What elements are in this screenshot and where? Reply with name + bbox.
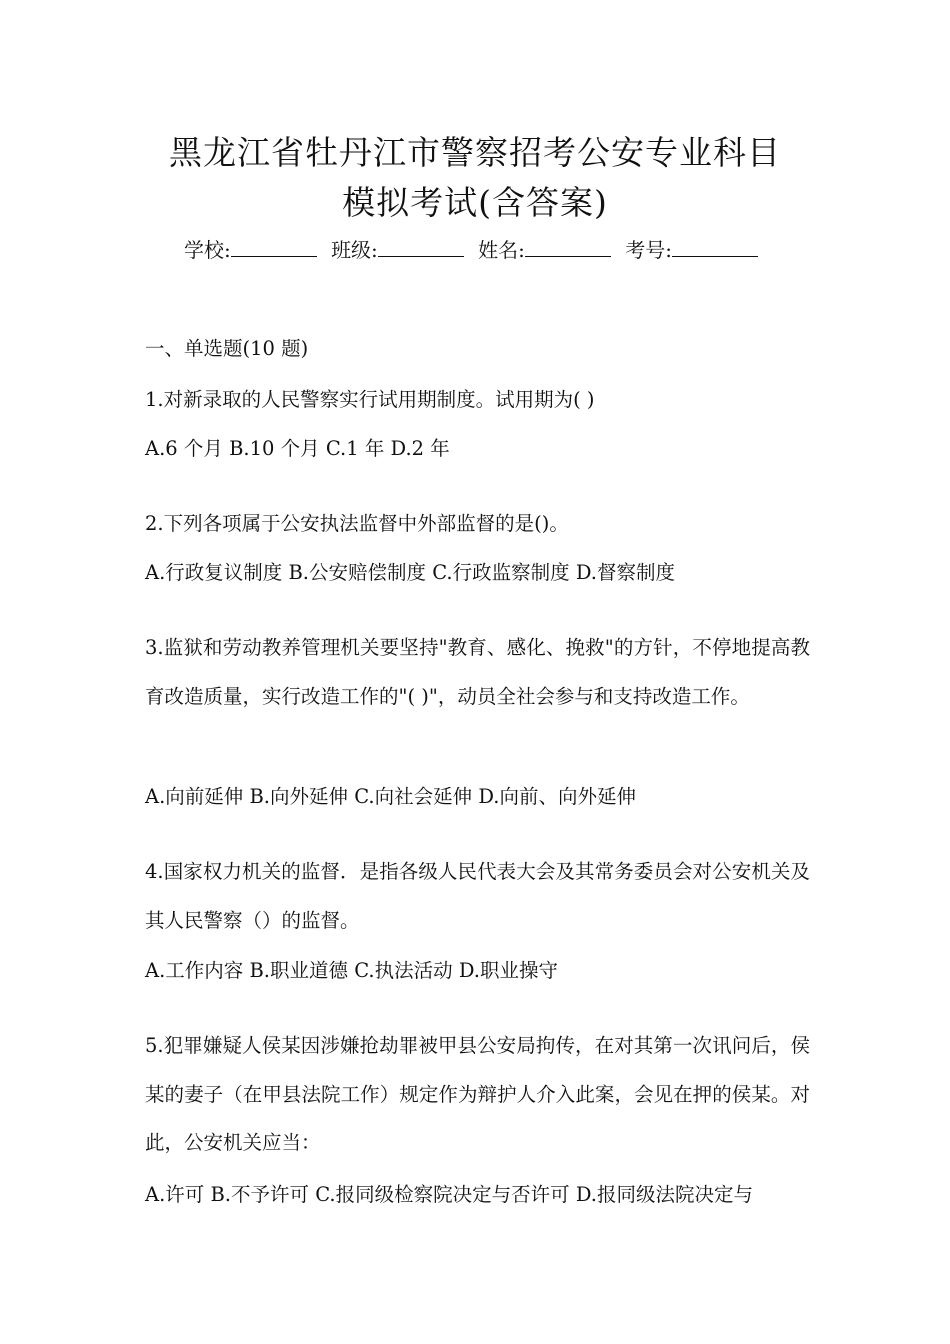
question-5-options: A.许可 B.不予许可 C.报同级检察院决定与否许可 D.报同级法院决定与 <box>145 1183 753 1206</box>
class-label: 班级: <box>331 238 378 262</box>
question-4-options: A.工作内容 B.职业道德 C.执法活动 D.职业操守 <box>145 959 558 982</box>
name-label: 姓名: <box>478 238 525 262</box>
section-heading: 一、单选题(10 题) <box>145 337 309 360</box>
question-4-stem: 4.国家权力机关的监督．是指各级人民代表大会及其常务委员会对公安机关及其人民警察（）的监督。 <box>145 860 810 932</box>
question-5-stem: 5.犯罪嫌疑人侯某因涉嫌抢劫罪被甲县公安局拘传，在对其第一次讯问后，侯某的妻子（在甲县法院工作）规定作为辩护人介入此案，会见在押的侯某。对此，公安机关应当： <box>145 1034 810 1155</box>
name-blank <box>525 236 611 257</box>
exam-number-blank <box>672 236 758 257</box>
question-1-stem: 1.对新录取的人民警察实行试用期制度。试用期为( ) <box>145 388 595 411</box>
class-blank <box>378 236 464 257</box>
doc-title-line1: 黑龙江省牡丹江市警察招考公安专业科目 <box>169 133 781 172</box>
exam-number-label: 考号: <box>625 238 673 262</box>
school-blank <box>231 236 317 257</box>
question-2-stem: 2.下列各项属于公安执法监督中外部监督的是()。 <box>145 512 569 535</box>
question-2-options: A.行政复议制度 B.公安赔偿制度 C.行政监察制度 D.督察制度 <box>145 561 675 584</box>
student-info-line <box>0 236 950 264</box>
doc-title-line2: 模拟考试(含答案) <box>342 183 608 222</box>
question-3-options: A.向前延伸 B.向外延伸 C.向社会延伸 D.向前、向外延伸 <box>145 785 636 808</box>
school-label: 学校: <box>183 238 231 262</box>
question-3-stem: 3.监狱和劳动教养管理机关要坚持"教育、感化、挽救"的方针，不停地提高教育改造质量，实行改造工作的"( )"，动员全社会参与和支持改造工作。 <box>145 636 810 708</box>
question-1-options: A.6 个月 B.10 个月 C.1 年 D.2 年 <box>145 437 450 460</box>
